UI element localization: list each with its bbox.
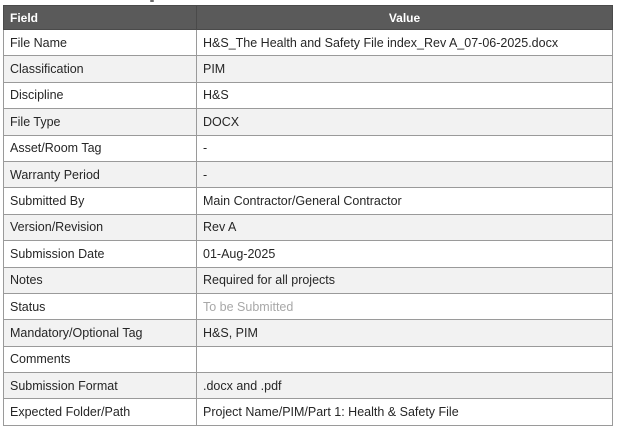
value-cell: DOCX xyxy=(197,109,613,135)
field-cell: File Type xyxy=(4,109,197,135)
table-row-comments xyxy=(4,346,613,372)
field-cell: Status xyxy=(4,293,197,319)
table-row-notes xyxy=(4,267,613,293)
value-cell: Required for all projects xyxy=(197,267,613,293)
field-cell: Classification xyxy=(4,56,197,82)
file-metadata-table xyxy=(3,5,613,426)
field-cell: Notes xyxy=(4,267,197,293)
table-row-version-revision xyxy=(4,214,613,240)
value-cell: - xyxy=(197,135,613,161)
status-value-cell: To be Submitted xyxy=(197,293,613,319)
table-row-submitted-by xyxy=(4,188,613,214)
value-cell: H&S_The Health and Safety File index_Rev A_07-06-2025.docx xyxy=(197,30,613,56)
field-column-header: Field xyxy=(4,6,197,30)
cropped-text-fragment xyxy=(150,0,154,2)
table-row-warranty-period xyxy=(4,161,613,187)
value-cell: Main Contractor/General Contractor xyxy=(197,188,613,214)
field-cell: Asset/Room Tag xyxy=(4,135,197,161)
field-cell: Submitted By xyxy=(4,188,197,214)
value-cell: Rev A xyxy=(197,214,613,240)
field-cell: Mandatory/Optional Tag xyxy=(4,320,197,346)
field-cell: Version/Revision xyxy=(4,214,197,240)
value-cell: 01-Aug-2025 xyxy=(197,241,613,267)
table-row-classification xyxy=(4,56,613,82)
table-row-file-type xyxy=(4,109,613,135)
table-row-file-name xyxy=(4,30,613,56)
field-cell: Expected Folder/Path xyxy=(4,399,197,425)
table-row-discipline xyxy=(4,82,613,108)
table-header-row xyxy=(4,6,613,30)
value-cell: H&S xyxy=(197,82,613,108)
field-cell: Submission Format xyxy=(4,373,197,399)
cropped-top-edge xyxy=(0,0,618,4)
field-cell: Discipline xyxy=(4,82,197,108)
field-cell: Submission Date xyxy=(4,241,197,267)
value-cell: - xyxy=(197,161,613,187)
field-cell: File Name xyxy=(4,30,197,56)
table-row-expected-folder-path xyxy=(4,399,613,425)
value-cell: .docx and .pdf xyxy=(197,373,613,399)
field-cell: Comments xyxy=(4,346,197,372)
value-cell: H&S, PIM xyxy=(197,320,613,346)
table-row-asset-room-tag xyxy=(4,135,613,161)
value-cell xyxy=(197,346,613,372)
value-cell: PIM xyxy=(197,56,613,82)
table-row-status xyxy=(4,293,613,319)
value-cell: Project Name/PIM/Part 1: Health & Safety File xyxy=(197,399,613,425)
table-row-submission-format xyxy=(4,373,613,399)
field-cell: Warranty Period xyxy=(4,161,197,187)
value-column-header: Value xyxy=(197,6,613,30)
table-row-submission-date xyxy=(4,241,613,267)
table-row-mandatory-optional-tag xyxy=(4,320,613,346)
